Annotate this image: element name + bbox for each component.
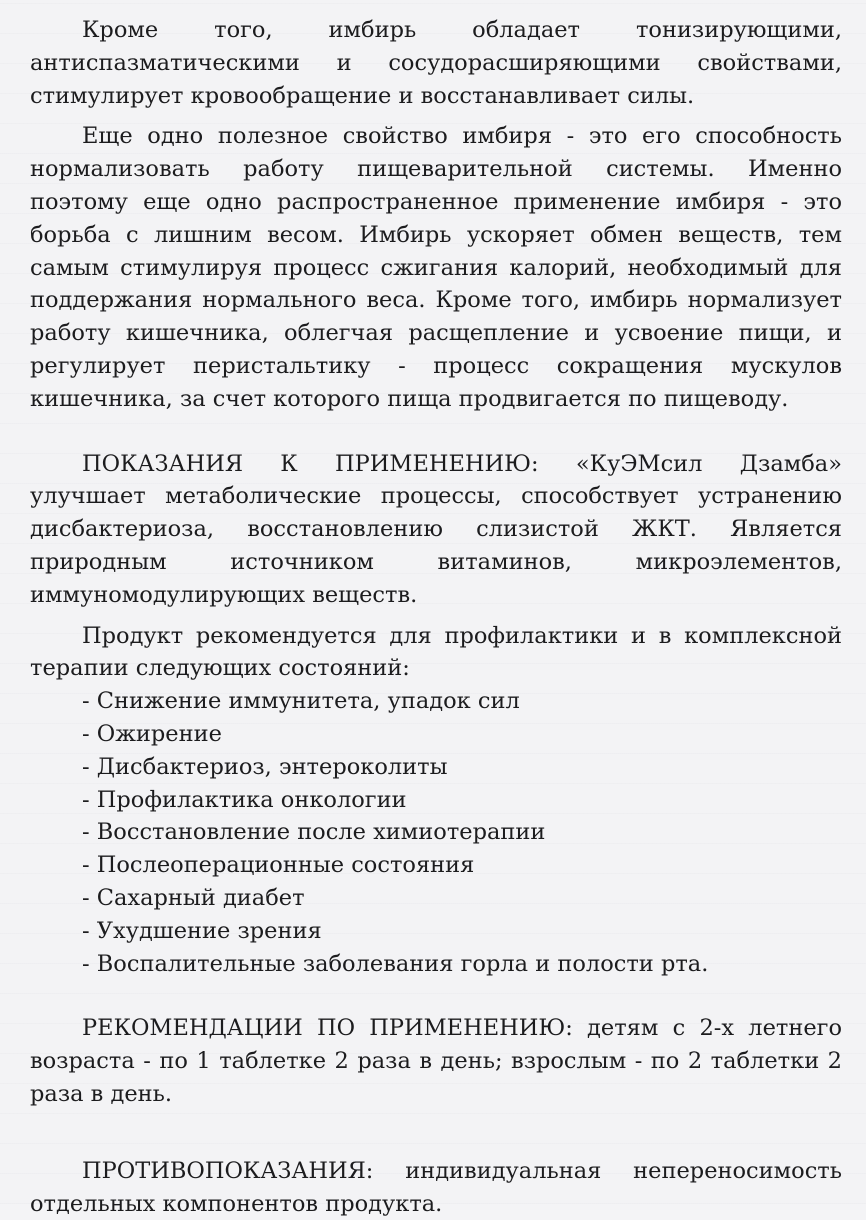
condition-item: - Ожирение <box>82 718 842 751</box>
condition-item: - Ухудшение зрения <box>82 915 842 948</box>
paragraph-recommended-intro: Продукт рекомендуется для профилактики и в комплексной терапии следующих состояний: <box>30 622 842 682</box>
condition-item: - Послеоперационные состояния <box>82 849 842 882</box>
condition-item: - Дисбактериоз, энтероколиты <box>82 751 842 784</box>
conditions-list <box>30 685 842 980</box>
condition-item: - Сахарный диабет <box>82 882 842 915</box>
condition-item: - Профилактика онкологии <box>82 784 842 817</box>
paragraph-usage: РЕКОМЕНДАЦИИ ПО ПРИМЕНЕНИЮ: детям с 2-х летнего возраста - по 1 таблетке 2 раза в день; взрослым - по 2 таблетки 2 раза в день. <box>30 1015 842 1107</box>
condition-item: - Воспалительные заболевания горла и полости рта. <box>82 948 842 981</box>
condition-item: - Восстановление после химиотерапии <box>82 816 842 849</box>
condition-item: - Снижение иммунитета, упадок сил <box>82 685 842 718</box>
paragraph-contraindications: ПРОТИВОПОКАЗАНИЯ: индивидуальная непереносимость отдельных компонентов продукта. <box>30 1157 842 1217</box>
paragraph-tonic-properties: Кроме того, имбирь обладает тонизирующими, антиспазматическими и сосудорасширяющими свойствами, стимулирует кровообращение и восстанавливает силы. <box>30 17 842 109</box>
paragraph-indications: ПОКАЗАНИЯ К ПРИМЕНЕНИЮ: «КуЭМсил Дзамба» улучшает метаболические процессы, способствует устранению дисбактериоза, восстановлению слизистой ЖКТ. Является природным источником витаминов, микроэлементов, иммуномодулирующих веществ. <box>30 450 842 608</box>
paragraph-digestion: Еще одно полезное свойство имбиря - это его способность нормализовать работу пищеварительной системы. Именно поэтому еще одно распространенное применение имбиря - это борьба с лишним весом. Имбирь ускоряет обмен веществ, тем самым стимулируя процесс сжигания калорий, необходимый для поддержания нормального веса. Кроме того, имбирь нормализует работу кишечника, облегчая расщепление и усвоение пищи, и регулирует перистальтику - процесс сокращения мускулов кишечника, за счет которого пища продвигается по пищеводу. <box>30 123 842 412</box>
